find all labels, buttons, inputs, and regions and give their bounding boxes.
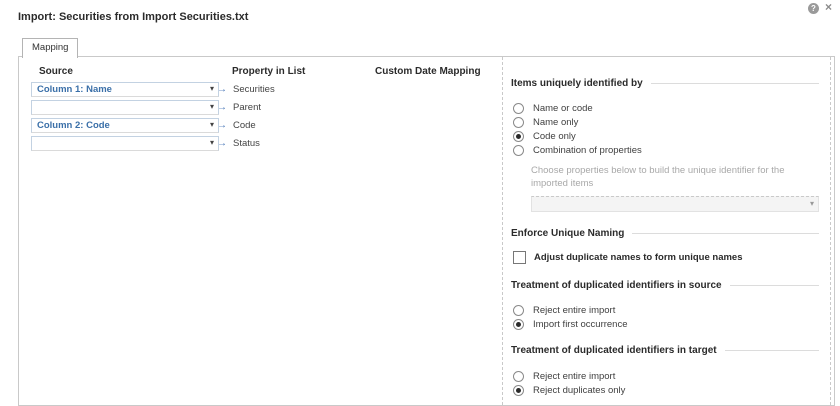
radio-target-reject-entire-import[interactable]: [511, 369, 819, 383]
radio-icon: [513, 117, 524, 128]
help-icon[interactable]: ?: [808, 3, 819, 14]
column-header-custom-date: Custom Date Mapping: [375, 66, 481, 77]
property-cell: [217, 138, 260, 149]
radio-label: Import first occurrence: [533, 318, 628, 330]
identifier-builder-select: [531, 196, 819, 212]
chevron-down-icon: ▾: [209, 84, 214, 93]
chevron-down-icon: ▾: [209, 138, 214, 147]
close-icon[interactable]: ×: [825, 0, 833, 14]
column-header-source: Source: [39, 66, 73, 77]
tab-mapping[interactable]: Mapping: [22, 38, 78, 58]
section-heading-label: Items uniquely identified by: [511, 78, 643, 89]
property-cell: [217, 84, 275, 95]
radio-source-reject-entire-import[interactable]: [511, 303, 819, 317]
section-duplicates-in-target: [511, 345, 819, 356]
source-column-select[interactable]: [31, 82, 219, 97]
radio-name-or-code[interactable]: [511, 101, 819, 115]
radio-label: Code only: [533, 130, 576, 142]
chevron-down-icon: ▾: [209, 102, 214, 111]
radio-icon: [513, 103, 524, 114]
mapping-row: [19, 118, 502, 136]
radio-icon: [513, 371, 524, 382]
checkbox-adjust-duplicate-names[interactable]: [511, 251, 819, 264]
property-label: Status: [233, 138, 260, 149]
property-cell: [217, 102, 261, 113]
radio-label: Reject entire import: [533, 370, 616, 382]
radio-label: Combination of properties: [533, 144, 642, 156]
identity-radio-group: [511, 101, 819, 157]
mapping-panel: [18, 56, 835, 406]
radio-label: Name or code: [533, 102, 593, 114]
heading-rule: [730, 285, 819, 286]
mapping-rows: [19, 82, 502, 154]
radio-name-only[interactable]: [511, 115, 819, 129]
checkbox-label: Adjust duplicate names to form unique names: [534, 252, 743, 263]
page-title: Import: Securities from Import Securities.txt: [18, 11, 249, 23]
section-enforce-unique-naming: [511, 228, 819, 239]
heading-rule: [651, 83, 819, 84]
source-column-select[interactable]: [31, 100, 219, 115]
section-heading-label: Treatment of duplicated identifiers in target: [511, 345, 717, 356]
radio-icon: [513, 305, 524, 316]
radio-label: Reject entire import: [533, 304, 616, 316]
section-heading-label: Enforce Unique Naming: [511, 228, 625, 239]
dup-source-radio-group: [511, 303, 819, 331]
property-label: Code: [233, 120, 256, 131]
property-cell: [217, 120, 256, 131]
mapping-row: [19, 100, 502, 118]
section-duplicates-in-source: [511, 280, 819, 291]
map-arrow-icon: →: [217, 84, 227, 95]
source-column-select[interactable]: [31, 118, 219, 133]
property-label: Securities: [233, 84, 275, 95]
radio-import-first-occurrence[interactable]: [511, 317, 819, 331]
column-header-property: Property in List: [232, 66, 306, 77]
import-options-panel: [502, 57, 831, 405]
radio-reject-duplicates-only[interactable]: [511, 383, 819, 397]
mapping-row: [19, 136, 502, 154]
source-column-value: Column 1: Name: [37, 84, 112, 95]
radio-icon: [513, 319, 524, 330]
section-heading-label: Treatment of duplicated identifiers in source: [511, 280, 722, 291]
property-label: Parent: [233, 102, 261, 113]
map-arrow-icon: →: [217, 138, 227, 149]
radio-icon: [513, 385, 524, 396]
identifier-builder-helper-text: Choose properties below to build the unique identifier for the imported items: [531, 165, 785, 189]
radio-label: Name only: [533, 116, 579, 128]
source-column-select[interactable]: [31, 136, 219, 151]
radio-icon: [513, 145, 524, 156]
section-items-uniquely-identified: [511, 78, 819, 89]
map-arrow-icon: →: [217, 102, 227, 113]
source-column-value: Column 2: Code: [37, 120, 110, 131]
chevron-down-icon: ▾: [809, 199, 814, 208]
mapping-table: [19, 57, 502, 405]
heading-rule: [725, 350, 819, 351]
chevron-down-icon: ▾: [209, 120, 214, 129]
dup-target-radio-group: [511, 369, 819, 397]
radio-code-only[interactable]: [511, 129, 819, 143]
heading-rule: [632, 233, 819, 234]
map-arrow-icon: →: [217, 120, 227, 131]
radio-label: Reject duplicates only: [533, 384, 626, 396]
radio-combination-of-properties[interactable]: [511, 143, 819, 157]
radio-icon: [513, 131, 524, 142]
checkbox-icon: [513, 251, 526, 264]
mapping-row: [19, 82, 502, 100]
